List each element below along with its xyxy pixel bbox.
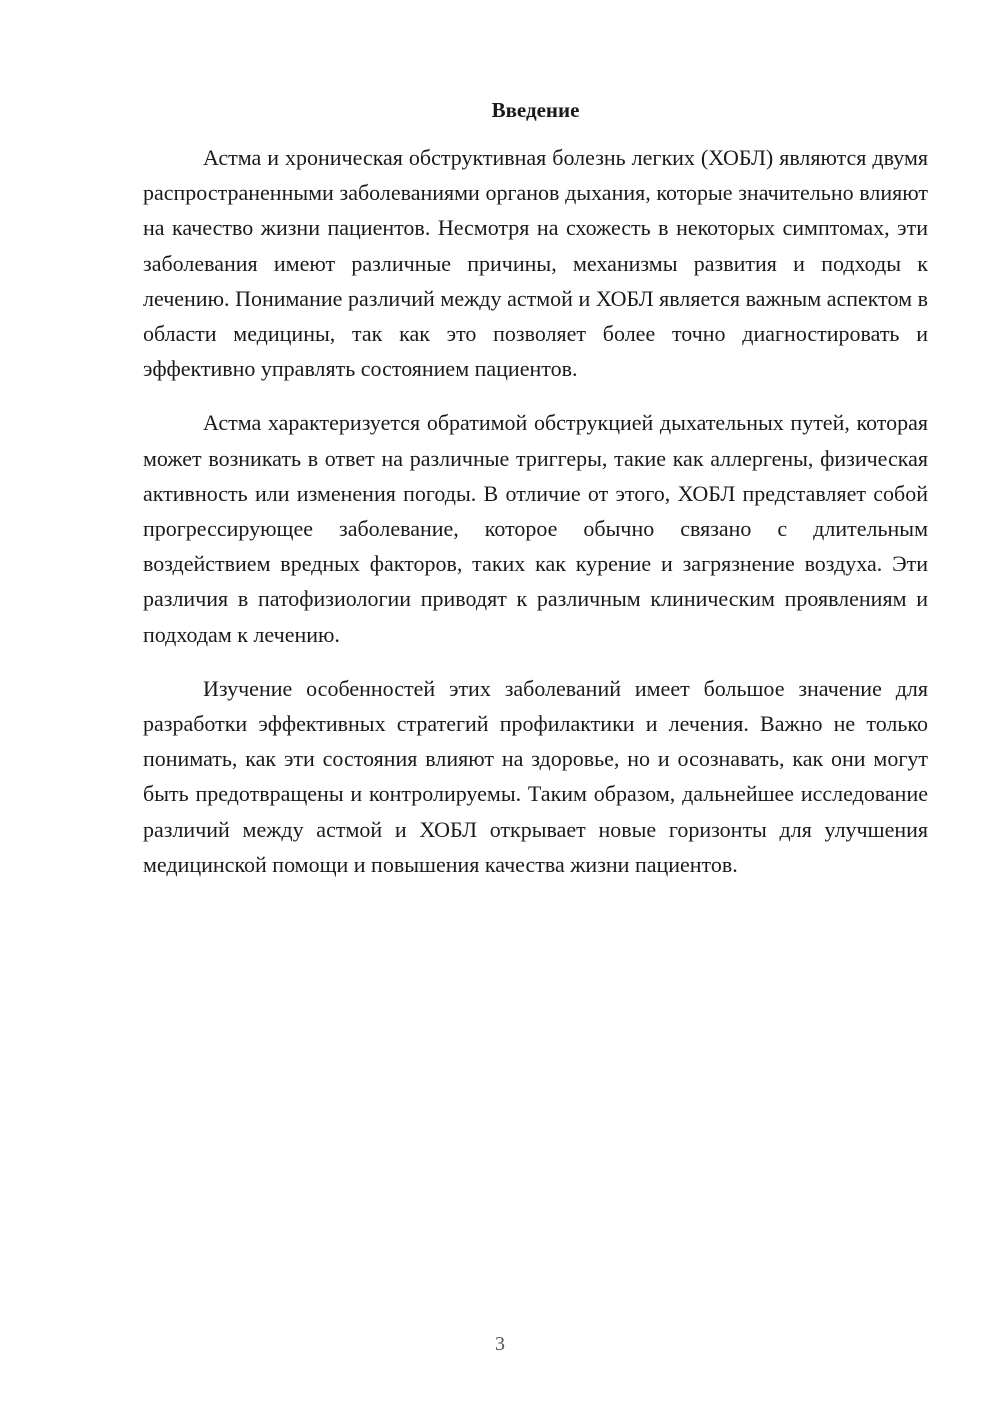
paragraph-3: Изучение особенностей этих заболеваний имеет большое значение для разработки эффективных стратегий профилактики и лечения. Важно не только понимать, как эти состояния влияют на здоровье, но и осознавать, как они могут быть предотвращены и контролируемы. Таким образом, дальнейшее исследование различий между астмой и ХОБЛ открывает новые горизонты для улучшения медицинской помощи и повышения качества жизни пациентов. xyxy=(143,675,928,877)
paragraph-1: Астма и хроническая обструктивная болезнь легких (ХОБЛ) являются двумя распространенными заболеваниями органов дыхания, которые значительно влияют на качество жизни пациентов. Несмотря на схожесть в некоторых симптомах, эти заболевания имеют различные причины, механизмы развития и подходы к лечению. Понимание различий между астмой и ХОБЛ является важным аспектом в области медицины, так как это позволяет более точно диагностировать и эффективно управлять состоянием пациентов. xyxy=(143,145,928,382)
page-number: 3 xyxy=(495,1333,505,1355)
page-content xyxy=(143,93,928,901)
section-heading: Введение xyxy=(491,98,580,122)
paragraph-2: Астма характеризуется обратимой обструкцией дыхательных путей, которая может возникать в ответ на различные триггеры, такие как аллергены, физическая активность или изменения погоды. В отличие от этого, ХОБЛ представляет собой прогрессирующее заболевание, которое обычно связано с длительным воздействием вредных факторов, таких как курение и загрязнение воздуха. Эти различия в патофизиологии приводят к различным клиническим проявлениям и подходам к лечению. xyxy=(143,410,928,647)
